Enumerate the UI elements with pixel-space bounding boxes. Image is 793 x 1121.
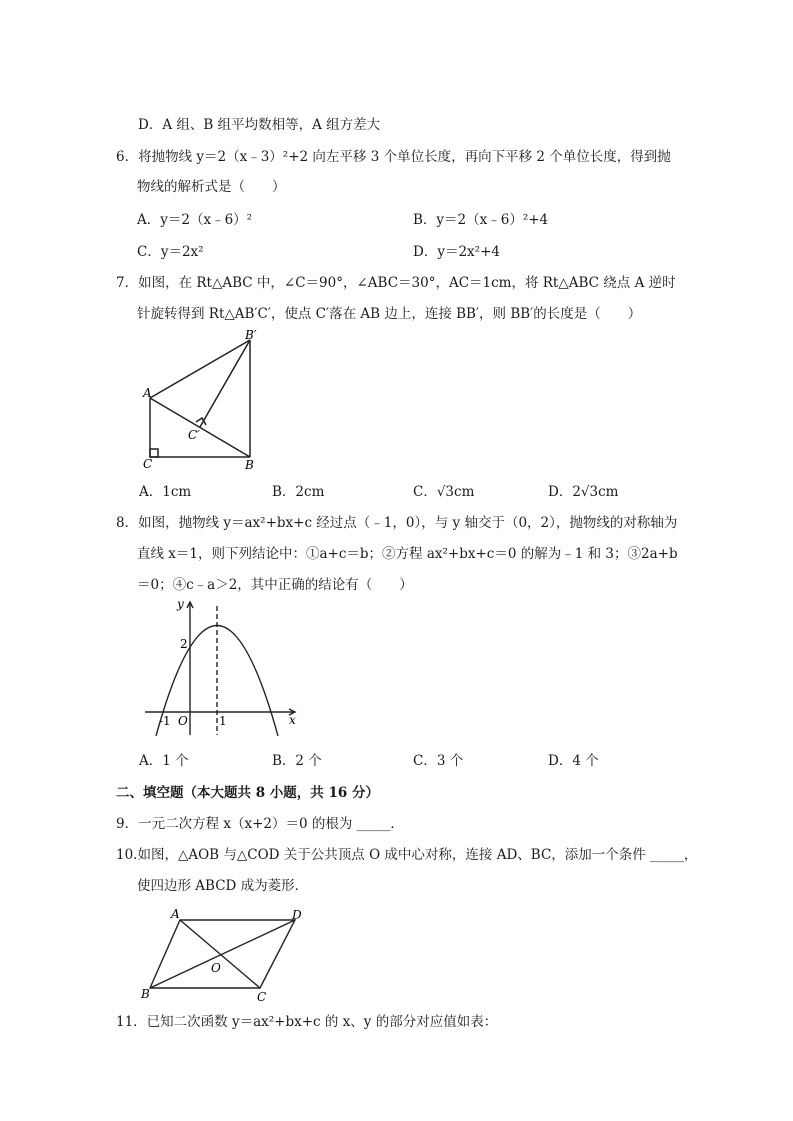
q6-stem-line1: 6．将抛物线 y＝2（x﹣3）²+2 向左平移 3 个单位长度，再向下平移 2 个单位长度，得到抛: [116, 149, 671, 165]
q11-stem: 11．已知二次函数 y＝ax²+bx+c 的 x、y 的部分对应值如表：: [116, 1014, 498, 1030]
label-neg-one: -1: [159, 714, 171, 728]
q9-stem: 9．一元二次方程 x（x+2）＝0 的根为 _____．: [116, 816, 404, 832]
segment-b-prime-c-prime: [200, 340, 250, 427]
label-c: C: [143, 457, 153, 471]
label-origin: O: [178, 714, 188, 728]
q7-option-a: A．1cm: [139, 484, 192, 500]
label-d: D: [292, 908, 302, 922]
q8-option-a: A．1 个: [139, 753, 189, 769]
label-a: A: [143, 386, 152, 400]
label-b: B: [245, 458, 254, 472]
q7-stem-line2: 针旋转得到 Rt△AB′C′，使点 C′落在 AB 边上，连接 BB′，则 BB′的长度是（ ）: [137, 306, 642, 322]
q5-option-d: D．A 组、B 组平均数相等，A 组方差大: [138, 117, 381, 133]
q8-stem-line3: ＝0；④c﹣a＞2，其中正确的结论有（ ）: [137, 577, 413, 593]
label-a: A: [171, 907, 180, 921]
q8-stem-line2: 直线 x＝1，则下列结论中：①a+c＝b；②方程 ax²+bx+c＝0 的解为﹣1 和 3；③2a+b: [137, 546, 678, 562]
q6-option-c: C．y＝2x²: [137, 244, 204, 260]
q8-option-c: C．3 个: [413, 753, 464, 769]
label-c-prime: C′: [188, 428, 200, 442]
label-one: 1: [219, 714, 227, 728]
label-x: x: [289, 713, 296, 727]
label-c: C: [257, 990, 267, 1004]
x-axis-arrow: [289, 709, 295, 715]
q8-option-d: D．4 个: [548, 753, 599, 769]
right-angle-mark-c: [150, 449, 158, 457]
section-2-heading: 二、填空题（本大题共 8 小题，共 16 分）: [116, 785, 379, 801]
parabola-curve: [156, 626, 278, 737]
q7-option-b: B．2cm: [272, 484, 325, 500]
q7-option-c: C．√3cm: [413, 484, 475, 500]
segment-ab: [150, 398, 250, 457]
q8-option-b: B．2 个: [272, 753, 322, 769]
parallelogram-abcd: [150, 920, 295, 988]
label-two: 2: [180, 637, 188, 651]
right-angle-mark-c-prime: [196, 418, 206, 425]
q7-stem-line1: 7．如图，在 Rt△ABC 中，∠C＝90°，∠ABC＝30°，AC＝1cm，将 Rt△ABC 绕点 A 逆时: [116, 275, 676, 291]
q6-option-d: D．y＝2x²+4: [413, 244, 500, 260]
q7-option-d: D．2√3cm: [548, 484, 619, 500]
q6-stem-line2: 物线的解析式是（ ）: [137, 179, 286, 195]
q8-stem-line1: 8．如图，抛物线 y＝ax²+bx+c 经过点（﹣1，0），与 y 轴交于（0，2），抛物线的对称轴为: [116, 515, 678, 531]
segment-bd: [150, 920, 295, 988]
label-b-prime: B′: [245, 328, 257, 342]
label-y: y: [177, 597, 184, 611]
label-b: B: [141, 987, 150, 1001]
q6-option-a: A．y＝2（x﹣6）²: [137, 212, 253, 228]
label-o: O: [211, 961, 221, 975]
segment-ac: [180, 920, 260, 988]
q10-stem-line1: 10.如图，△AOB 与△COD 关于公共顶点 O 成中心对称，连接 AD、BC，添加一个条件 _____，: [116, 847, 698, 863]
segment-ab-prime: [150, 340, 250, 398]
q6-option-b: B．y＝2（x﹣6）²+4: [413, 212, 549, 228]
q10-stem-line2: 使四边形 ABCD 成为菱形．: [137, 878, 309, 894]
y-axis-arrow: [187, 602, 193, 608]
